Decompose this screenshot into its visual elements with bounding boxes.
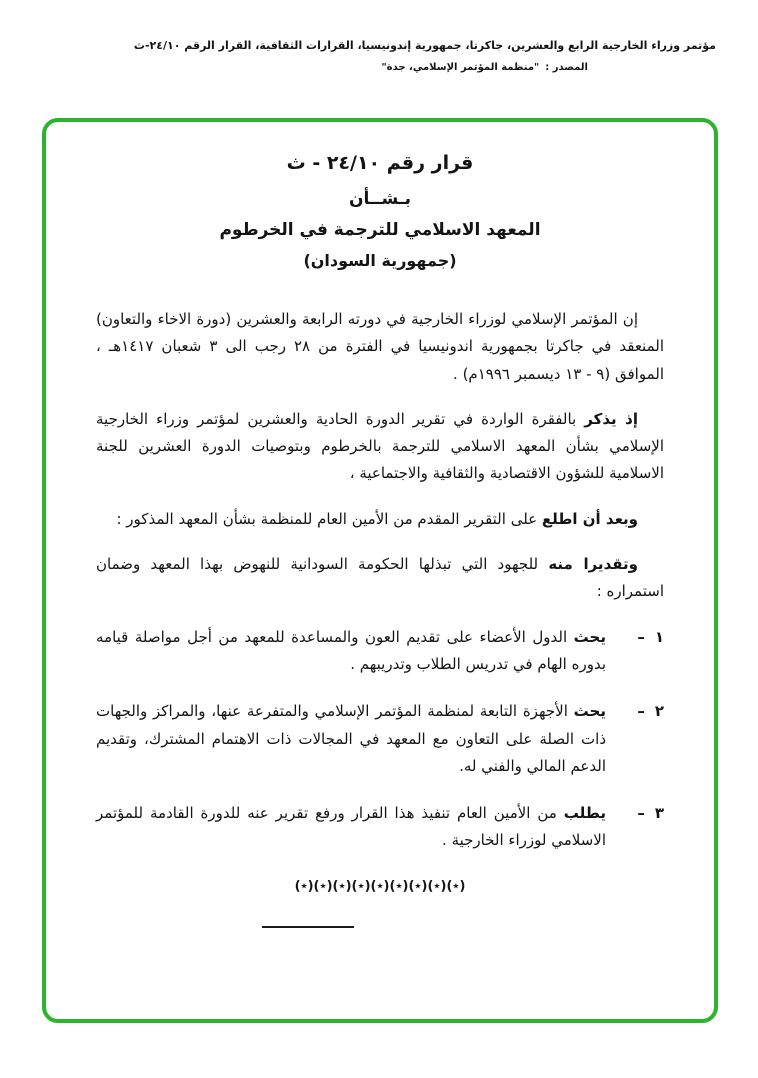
source-label: المصدر : (545, 62, 588, 74)
institute-title-line: المعهد الاسلامي للترجمة في الخرطوم (219, 220, 541, 240)
item-dash: – (637, 702, 645, 721)
paragraph-lead: إذ يذكر (584, 409, 638, 428)
item-dash: – (637, 804, 645, 823)
item-marker (606, 698, 664, 780)
item-dash: – (637, 627, 645, 646)
item-text (96, 624, 606, 679)
item-text (96, 698, 606, 780)
source-value: "منظمة المؤتمر الإسلامي، جدة" (381, 62, 540, 74)
header-citation-line: مؤتمر وزراء الخارجية الرابع والعشرين، جاكرتا، جمهورية إندونيسيا، القرارات الثقافية، القرار الرقم ٢٤/١٠-ث (133, 39, 716, 52)
item-body: من الأمين العام تنفيذ هذا القرار ورفع تقرير عنه للدورة القادمة للمؤتمر الاسلامي لوزراء الخارجية . (96, 804, 606, 850)
page-header (40, 38, 716, 73)
item-marker (606, 800, 664, 855)
preamble-paragraph-2 (96, 406, 664, 488)
list-item-1 (96, 624, 664, 679)
paragraph-lead: وبعد أن اطلع (541, 509, 638, 528)
operative-list (96, 624, 664, 855)
footnote-rule (262, 926, 354, 928)
resolution-number-title: قرار رقم ٢٤/١٠ - ث (286, 152, 474, 174)
document-frame (42, 118, 718, 1023)
item-number: ١ (654, 627, 664, 646)
item-marker (606, 624, 664, 679)
paragraph-text: على التقرير المقدم من الأمين العام للمنظمة بشأن المعهد المذكور : (116, 509, 542, 528)
paragraph-text: إن المؤتمر الإسلامي لوزراء الخارجية في دورته الرابعة والعشرين (دورة الاخاء والتعاون) المنعقد في جاكرتا بجمهورية اندونيسيا في الفترة من ٢٨ رجب الى ٣ شعبان ١٤١٧هـ ، الموافق (٩ - ١٣ ديسمبر ١٩٩٦م) . (96, 310, 664, 383)
item-lead: يحث (573, 627, 606, 646)
subject-intro-line: بـشــأن (348, 189, 411, 209)
item-number: ٢ (654, 702, 664, 721)
item-number: ٣ (654, 804, 664, 823)
item-text (96, 800, 606, 855)
title-block (96, 152, 664, 270)
preamble-paragraph-1 (96, 306, 664, 388)
ornamental-divider: (٭)(٭)(٭)(٭)(٭)(٭)(٭)(٭)(٭) (294, 878, 466, 894)
item-lead: يحث (573, 702, 606, 721)
preamble-paragraph-3 (96, 506, 664, 533)
document-body (96, 306, 664, 928)
item-body: الدول الأعضاء على تقديم العون والمساعدة للمعهد من أجل مواصلة قيامه بدوره الهام في تدريس الطلاب وتدريبهم . (96, 627, 606, 673)
paragraph-lead: وتقديرا منه (548, 555, 638, 574)
item-lead: يطلب (563, 804, 606, 823)
preamble-paragraph-4 (96, 551, 664, 606)
paragraph-text: بالفقرة الواردة في تقرير الدورة الحادية والعشرين لمؤتمر وزراء الخارجية الإسلامي بشأن المعهد الاسلامي للترجمة بالخرطوم وبتوصيات الدورة العشرين للجنة الاسلامية للشؤون الاقتصادية والثقافية والاجتماعية ، (96, 409, 664, 483)
list-item-3 (96, 800, 664, 855)
country-subtitle-line: (جمهورية السودان) (303, 251, 457, 270)
paragraph-text: للجهود التي تبذلها الحكومة السودانية للنهوض بهذا المعهد وضمان استمراره : (96, 555, 664, 601)
list-item-2 (96, 698, 664, 780)
item-body: الأجهزة التابعة لمنظمة المؤتمر الإسلامي والمتفرعة عنها، والمراكز والجهات ذات الصلة على التعاون مع المعهد في المجالات ذات الاهتمام المشترك، وتقديم الدعم المالي والفني له. (96, 702, 606, 775)
header-source-line (40, 62, 716, 73)
